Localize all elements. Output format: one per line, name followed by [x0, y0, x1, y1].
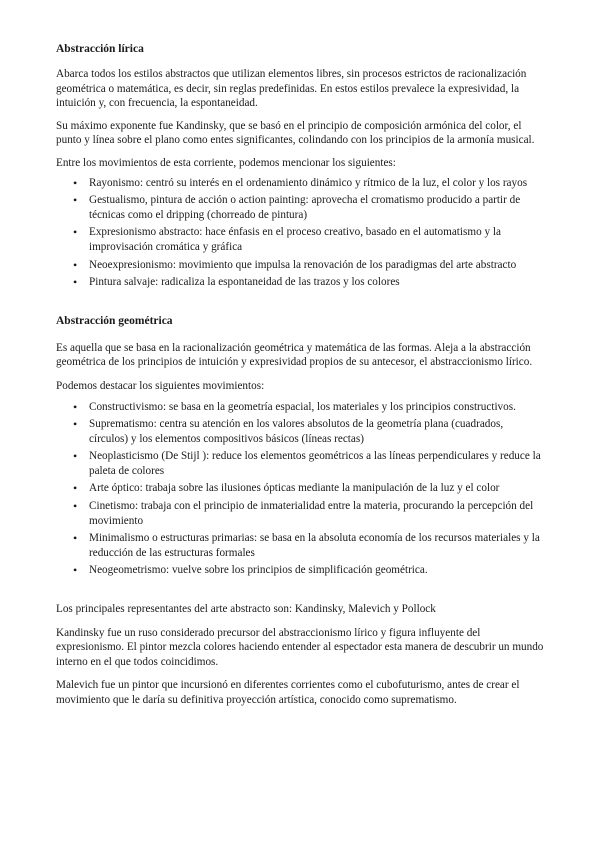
- list-item: • Suprematismo: centra su atención en los valores absolutos de la geometría plana (cuadrados, círculos) y los elementos compositivos básicos (líneas rectas): [56, 417, 544, 446]
- paragraph-geometrica-definition: Es aquella que se basa en la racionalización geométrica y matemática de las formas. Aleja a la abstracción geométrica de los principios de intuición y expresividad propios de su antecesor, el abstraccionismo lírico.: [56, 341, 533, 369]
- list-item: • Minimalismo o estructuras primarias: se basa en la absoluta economía de los recursos materiales y la reducción de las estructuras formales: [56, 531, 544, 560]
- paragraph-kandinsky: Kandinsky fue un ruso considerado precursor del abstraccionismo lírico y figura influyente del expresionismo. El pintor mezcla colores haciendo entender al espectador esta manera de descubrir un mundo interno en el que todos coincidimos.: [56, 626, 544, 668]
- list-item: • Expresionismo abstracto: hace énfasis en el proceso creativo, basado en el automatismo y la improvisación cromática y gráfica: [56, 225, 544, 254]
- paragraph-movements-intro-2: Podemos destacar los siguientes movimientos:: [56, 379, 265, 392]
- list-item: • Cinetismo: trabaja con el principio de inmaterialidad entre la materia, procurando la percepción del movimiento: [56, 499, 544, 528]
- list-item: • Pintura salvaje: radicaliza la espontaneidad de las trazos y los colores: [56, 275, 544, 290]
- paragraph-lirica-definition: Abarca todos los estilos abstractos que utilizan elementos libres, sin procesos estrictos de racionalización geométrica o matemática, es decir, sin reglas predefinidas. En estos estilos prevalece la expresividad, la intuición y, con frecuencia, la espontaneidad.: [56, 68, 527, 110]
- paragraph-malevich: Malevich fue un pintor que incursionó en diferentes corrientes como el cubofuturismo, antes de crear el movimiento que le daría su definitiva proyección artística, conocido como suprematismo.: [56, 679, 520, 706]
- paragraph-movements-intro: Entre los movimientos de esta corriente, podemos mencionar los siguientes:: [56, 156, 396, 169]
- paragraph-main-representatives: Los principales representantes del arte abstracto son: Kandinsky, Malevich y Pollock: [56, 603, 436, 616]
- lirica-movements-list: [56, 176, 544, 290]
- list-item: • Neogeometrismo: vuelve sobre los principios de simplificación geométrica.: [56, 563, 544, 578]
- geometrica-movements-list: [56, 400, 544, 579]
- list-item: • Neoplasticismo (De Stijl ): reduce los elementos geométricos a las líneas perpendiculares y reduce la paleta de colores: [56, 449, 544, 478]
- list-item: • Arte óptico: trabaja sobre las ilusiones ópticas mediante la manipulación de la luz y el color: [56, 481, 544, 496]
- paragraph-kandinsky-exponent: Su máximo exponente fue Kandinsky, que se basó en el principio de composición armónica del color, el punto y línea sobre el plano como entes significantes, colindando con los principios de la armonía musical.: [56, 119, 535, 147]
- list-item: • Rayonismo: centró su interés en el ordenamiento dinámico y rítmico de la luz, el color y los rayos: [56, 176, 544, 191]
- list-item: • Neoexpresionismo: movimiento que impulsa la renovación de los paradigmas del arte abstracto: [56, 258, 544, 273]
- list-item: • Gestualismo, pintura de acción o action painting: aprovecha el cromatismo producido a partir de técnicas como el dripping (chorreado de pintura): [56, 193, 544, 222]
- list-item: • Constructivismo: se basa en la geometría espacial, los materiales y los principios constructivos.: [56, 400, 544, 415]
- section-heading-abstraccion-geometrica: Abstracción geométrica: [56, 314, 173, 327]
- section-heading-abstraccion-lirica: Abstracción lírica: [56, 43, 144, 55]
